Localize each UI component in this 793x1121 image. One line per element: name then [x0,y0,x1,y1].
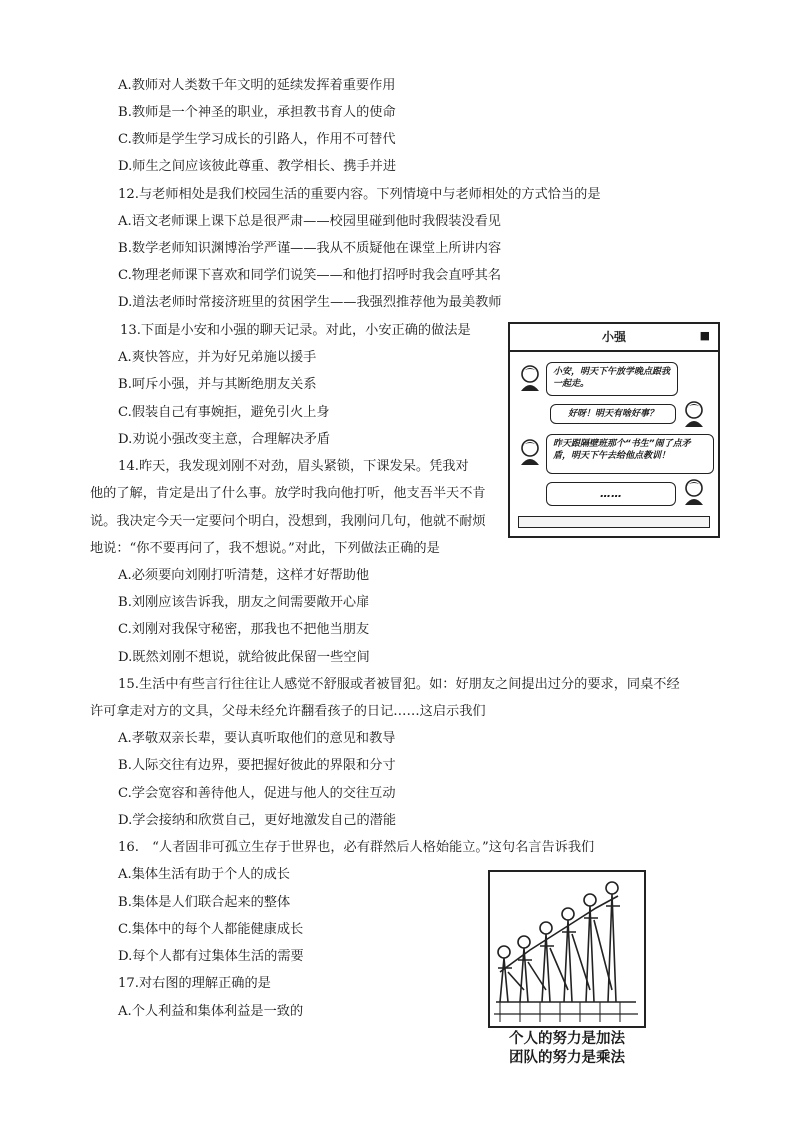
chat-bubble-3: 昨天跟隔壁班那个“书生”闹了点矛盾，明天下午去给他点教训！ [546,434,714,474]
q13-option-b: B.呵斥小强，并与其断绝朋友关系 [118,377,317,392]
teamwork-illustration [488,870,646,1028]
q14-stem-line-1: 14.昨天，我发现刘刚不对劲，眉头紧锁，下课发呆。凭我对 [118,459,469,474]
q17-option-a: A.个人利益和集体利益是一致的 [118,1004,304,1019]
q15-option-a: A.孝敬双亲长辈，要认真听取他们的意见和教导 [118,731,396,746]
q15-option-d: D.学会接纳和欣赏自己，更好地激发自己的潜能 [118,813,397,828]
q13-option-c: C.假装自己有事婉拒，避免引火上身 [118,405,330,420]
q12-option-b: B.数学老师知识渊博治学严谨——我从不质疑他在课堂上所讲内容 [118,241,502,256]
chat-bubble-4: …… [546,482,676,506]
team-caption-line-1: 个人的努力是加法 [509,1031,625,1047]
q14-option-c: C.刘刚对我保守秘密，那我也不把他当朋友 [118,622,370,637]
people-pyramid-icon [490,872,643,1025]
q16-option-d: D.每个人都有过集体生活的需要 [118,949,304,964]
q16-option-c: C.集体中的每个人都能健康成长 [118,922,304,937]
menu-icon: ■ [699,329,710,342]
q15-stem-line-2: 许可拿走对方的文具，父母未经允许翻看孩子的日记……这启示我们 [90,704,486,719]
q12-option-a: A.语文老师课上课下总是很严肃——校园里碰到他时我假装没看见 [118,214,501,229]
q16-option-b: B.集体是人们联合起来的整体 [118,895,291,910]
q16-option-a: A.集体生活有助于个人的成长 [118,867,290,882]
q15-stem-line-1: 15.生活中有些言行往往让人感觉不舒服或者被冒犯。如：好朋友之间提出过分的要求，同桌不经 [118,677,680,692]
q14-stem-line-4: 地说：“你不要再问了，我不想说。”对此，下列做法正确的是 [90,541,440,556]
q14-stem-line-3: 说。我决定今天一定要问个明白，没想到，我刚问几句，他就不耐烦 [90,514,486,529]
chat-bubble-2: 好呀！明天有啥好事？ [550,404,676,424]
avatar-xiaoqiang-icon [518,364,542,392]
q12-option-c: C.物理老师课下喜欢和同学们说笑——和他打招呼时我会直呼其名 [118,268,502,283]
q14-stem-line-2: 他的了解，肯定是出了什么事。放学时我向他打听，他支吾半天不肯 [90,486,486,501]
q13-option-a: A.爽快答应，并为好兄弟施以援手 [118,350,317,365]
q16-stem: 16. “人者固非可孤立生存于世界也，必有群然后人格始能立。”这句名言告诉我们 [118,840,595,855]
q14-option-a: A.必须要向刘刚打听清楚，这样才好帮助他 [118,568,370,583]
q11-option-c: C.教师是学生学习成长的引路人，作用不可替代 [118,132,396,147]
chat-bubble-1: 小安，明天下午放学晚点跟我一起走。 [546,362,678,396]
q11-option-d: D.师生之间应该彼此尊重、教学相长、携手并进 [118,159,397,174]
avatar-xiaoan-icon-2 [682,478,706,506]
q13-stem: 13.下面是小安和小强的聊天记录。对此，小安正确的做法是 [120,323,471,338]
q12-option-d: D.道法老师时常接济班里的贫困学生——我强烈推荐他为最美教师 [118,295,502,310]
avatar-xiaoan-icon [682,400,706,428]
q14-option-b: B.刘刚应该告诉我，朋友之间需要敞开心扉 [118,595,370,610]
q14-option-d: D.既然刘刚不想说，就给彼此保留一些空间 [118,650,370,665]
chat-input-bar [518,516,710,528]
avatar-xiaoqiang-icon-2 [518,438,542,466]
q13-option-d: D.劝说小强改变主意，合理解决矛盾 [118,432,331,447]
q15-option-c: C.学会宽容和善待他人，促进与他人的交往互动 [118,786,396,801]
q11-option-b: B.教师是一个神圣的职业，承担教书育人的使命 [118,105,396,120]
chat-header [510,324,718,352]
q15-option-b: B.人际交往有边界，要把握好彼此的界限和分寸 [118,758,396,773]
team-caption-line-2: 团队的努力是乘法 [509,1050,625,1066]
q11-option-a: A.教师对人类数千年文明的延续发挥着重要作用 [118,78,396,93]
chat-record-figure [508,322,720,538]
chat-title: 小强 [601,330,626,344]
q17-stem: 17.对右图的理解正确的是 [118,976,271,991]
q12-stem: 12.与老师相处是我们校园生活的重要内容。下列情境中与老师相处的方式恰当的是 [118,187,601,202]
